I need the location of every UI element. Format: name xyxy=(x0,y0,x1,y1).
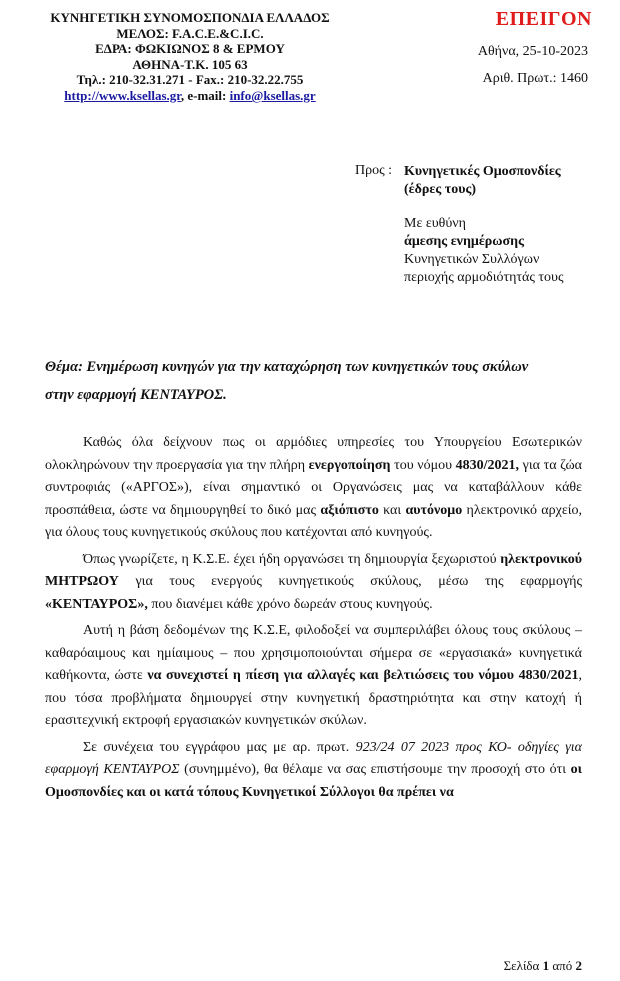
org-name: ΚΥΝΗΓΕΤΙΚΗ ΣΥΝΟΜΟΣΠΟΝΔΙΑ ΕΛΛΑΔΟΣ xyxy=(50,10,330,25)
subject-line-1: Θέμα: Ενημέρωση κυνηγών για την καταχώρηση των κυνηγετικών τους σκύλων xyxy=(45,359,529,375)
italic-run: 923/24 07 2023 προς ΚΟ- οδηγίες για εφαρμογή ΚΕΝΤΑΥΡΟΣ xyxy=(45,739,583,777)
recipient-line-2: (έδρες τους) xyxy=(404,182,477,197)
page-total: 2 xyxy=(575,958,582,973)
paragraph-3 xyxy=(45,620,582,733)
letterhead xyxy=(20,10,360,104)
bold-run: ενεργοποίηση xyxy=(308,457,391,473)
recipient-label: Προς : xyxy=(355,163,393,178)
text-run: ηλεκτρονικό αρχείο, για όλους τους κυνηγετικούς σκύλους που κατέχονται από κυνηγούς. xyxy=(45,502,582,540)
bold-run: αξιόπιστο xyxy=(320,502,379,518)
bold-run: οι Ομοσπονδίες και οι κατά τόπους Κυνηγετικοί Σύλλογοι θα πρέπει να xyxy=(45,762,583,800)
email-link[interactable]: info@ksellas.gr xyxy=(229,87,316,103)
subject xyxy=(45,353,580,409)
text-run: του νόμου xyxy=(390,457,456,473)
responsibility-line-2: άμεσης ενημέρωσης xyxy=(404,234,525,249)
page-label: Σελίδα xyxy=(503,958,543,973)
bold-run: «ΚΕΝΤΑΥΡΟΣ», xyxy=(45,596,148,612)
org-member: ΜΕΛΟΣ: F.A.C.E.&C.I.C. xyxy=(116,25,264,41)
text-run: που διανέμει κάθε χρόνο δωρεάν στους κυνηγούς. xyxy=(147,596,433,612)
text-run: για τους ενεργούς κυνηγετικούς σκύλους, μέσω της εφαρμογής xyxy=(118,574,582,589)
text-run: για τα ζώα συντροφιάς («ΑΡΓΟΣ»), είναι σημαντικό οι Οργανώσεις μας να καταβάλλουν κάθε προσπάθεια, ώστε να δημιουργηθεί το δικό μας xyxy=(45,457,583,518)
date-line: Αθήνα, 25-10-2023 xyxy=(477,44,588,59)
org-city: ΑΘΗΝΑ-Τ.Κ. 105 63 xyxy=(132,56,248,72)
page-footer xyxy=(504,958,582,974)
website-link[interactable]: http://www.ksellas.gr xyxy=(64,87,181,103)
letter-body xyxy=(45,432,582,808)
bold-run: ηλεκτρονικού ΜΗΤΡΩΟΥ xyxy=(45,551,582,589)
email-label: , e-mail: xyxy=(180,87,230,103)
paragraph-1 xyxy=(45,432,582,545)
org-contact-line xyxy=(20,88,360,104)
text-run: , που τόσα προβλήματα δημιουργεί στην κυνηγετική δραστηριότητα και στην κατοχή ή ερασιτεχνική εκτροφή εργασιακών κυνηγετικών σκύλων. xyxy=(45,668,582,728)
page-current: 1 xyxy=(542,958,550,973)
bold-run: 4830/2021, xyxy=(455,457,520,473)
paragraph-4 xyxy=(45,737,582,805)
responsibility-line-4: περιοχής αρμοδιότητάς τους xyxy=(404,270,564,285)
bold-run: αυτόνομο xyxy=(405,502,463,518)
text-run: Όπως γνωρίζετε, η Κ.Σ.Ε. έχει ήδη οργανώσει τη δημιουργία ξεχωριστού xyxy=(83,551,501,567)
page-of-label: από xyxy=(549,958,576,973)
text-run: Σε συνέχεια του εγγράφου μας με αρ. πρωτ. xyxy=(83,739,356,755)
responsibility-line-1: Με ευθύνη xyxy=(404,216,466,231)
text-run: και xyxy=(378,502,406,518)
bold-run: να συνεχιστεί η πίεση για αλλαγές και βελτιώσεις του νόμου 4830/2021 xyxy=(147,668,579,683)
text-run: Καθώς όλα δείχνουν πως οι αρμόδιες υπηρεσίες του Υπουργείου Εσωτερικών ολοκληρώνουν την προεργασία για την πλήρη xyxy=(45,435,582,473)
org-seat: ΕΔΡΑ: ΦΩΚΙΩΝΟΣ 8 & ΕΡΜΟΥ xyxy=(95,41,285,57)
text-run: (συνημμένο), θα θέλαμε να σας επιστήσουμε την προσοχή στο ότι xyxy=(179,762,571,777)
text-run: Αυτή η βάση δεδομένων της Κ.Σ.Ε, φιλοδοξεί να συμπεριλάβει όλους τους σκύλους – καθαρόαιμους και ημίαιμους – που χρησιμοποιούνται σήμερα σε «εργασιακά» κυνηγετικά καθήκοντα, ώστε xyxy=(45,623,582,683)
org-phone-fax: Τηλ.: 210-32.31.271 - Fax.: 210-32.22.755 xyxy=(76,72,304,88)
protocol-number: Αριθ. Πρωτ.: 1460 xyxy=(482,71,588,86)
subject-line-2: στην εφαρμογή ΚΕΝΤΑΥΡΟΣ. xyxy=(45,387,227,403)
paragraph-2 xyxy=(45,549,582,617)
responsibility-line-3: Κυνηγετικών Συλλόγων xyxy=(404,252,540,267)
recipient-block xyxy=(404,163,564,287)
recipient-line-1: Κυνηγετικές Ομοσπονδίες xyxy=(404,164,561,179)
urgent-stamp: ΕΠΕΙΓΟΝ xyxy=(495,8,592,30)
